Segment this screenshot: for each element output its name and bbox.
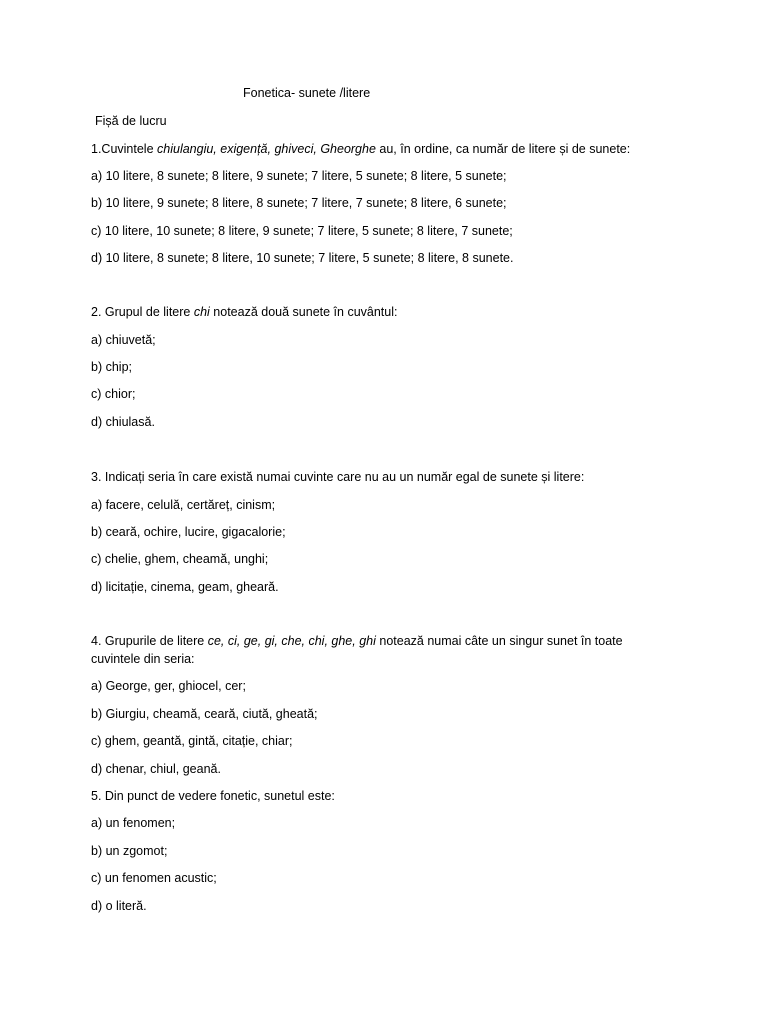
question-5: 5. Din punct de vedere fonetic, sunetul este: (91, 789, 335, 803)
question-4-option-c: c) ghem, geantă, gintă, citație, chiar; (91, 734, 293, 748)
question-4 (91, 633, 623, 649)
question-1-option-b: b) 10 litere, 9 sunete; 8 litere, 8 sunete; 7 litere, 7 sunete; 8 litere, 6 sunete; (91, 196, 507, 210)
question-4-option-a: a) George, ger, ghiocel, cer; (91, 679, 246, 693)
question-1-words: chiulangiu, exigență, ghiveci, Gheorghe (157, 142, 376, 156)
question-1-prefix: 1.Cuvintele (91, 142, 158, 156)
question-4-prefix: 4. Grupurile de litere (91, 634, 208, 648)
question-2-option-c: c) chior; (91, 387, 136, 401)
question-1-suffix: au, în ordine, ca număr de litere și de sunete: (375, 142, 631, 156)
question-5-option-c: c) un fenomen acustic; (91, 871, 217, 885)
question-2-suffix: notează două sunete în cuvântul: (209, 305, 398, 319)
question-3-option-a: a) facere, celulă, certăreț, cinism; (91, 498, 276, 512)
question-3-option-b: b) ceară, ochire, lucire, gigacalorie; (91, 525, 286, 539)
page-subtitle: Fișă de lucru (95, 114, 167, 128)
question-4-option-d: d) chenar, chiul, geană. (91, 762, 221, 776)
question-3-option-d: d) licitație, cinema, geam, gheară. (91, 580, 279, 594)
question-5-option-b: b) un zgomot; (91, 844, 168, 858)
question-2-option-a: a) chiuvetă; (91, 333, 156, 347)
question-2-option-b: b) chip; (91, 360, 132, 374)
question-4-option-b: b) Giurgiu, cheamă, ceară, ciută, gheată; (91, 707, 318, 721)
question-1-option-d: d) 10 litere, 8 sunete; 8 litere, 10 sunete; 7 litere, 5 sunete; 8 litere, 8 sunete. (91, 251, 514, 265)
question-5-option-d: d) o literă. (91, 899, 147, 913)
question-2 (91, 304, 397, 320)
question-4-line-2: cuvintele din seria: (91, 652, 195, 666)
question-2-option-d: d) chiulasă. (91, 415, 155, 429)
question-1-option-a: a) 10 litere, 8 sunete; 8 litere, 9 sunete; 7 litere, 5 sunete; 8 litere, 5 sunete; (91, 169, 507, 183)
question-5-option-a: a) un fenomen; (91, 816, 176, 830)
question-2-prefix: 2. Grupul de litere (91, 305, 194, 319)
question-4-suffix: notează numai câte un singur sunet în toate (375, 634, 623, 648)
question-1-option-c: c) 10 litere, 10 sunete; 8 litere, 9 sunete; 7 litere, 5 sunete; 8 litere, 7 sunete; (91, 224, 513, 238)
question-3: 3. Indicați seria în care există numai cuvinte care nu au un număr egal de sunete și litere: (91, 470, 585, 484)
question-1 (91, 141, 630, 157)
question-2-words: chi (193, 305, 210, 319)
page-title: Fonetica- sunete /litere (243, 86, 371, 100)
question-3-option-c: c) chelie, ghem, cheamă, unghi; (91, 552, 269, 566)
question-4-words: ce, ci, ge, gi, che, chi, ghe, ghi (207, 634, 376, 648)
